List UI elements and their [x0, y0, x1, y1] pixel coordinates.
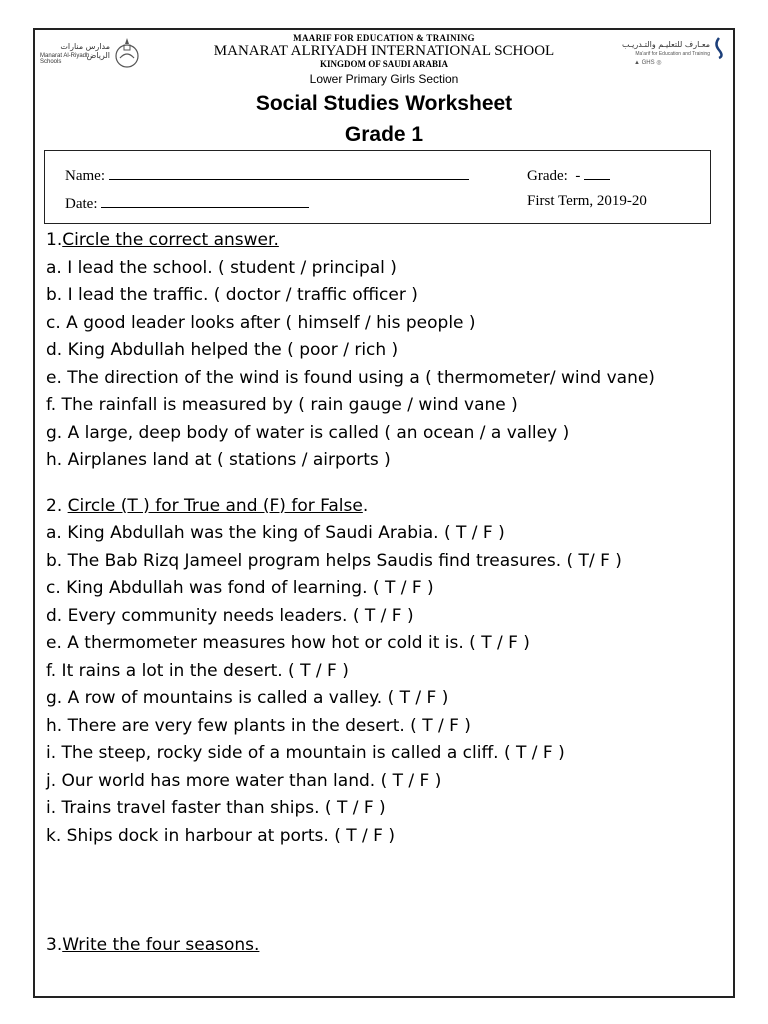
section2-number: 2.	[46, 495, 68, 516]
tf-item: f. It rains a lot in the desert. ( T / F )	[46, 660, 349, 681]
question-item: a. I lead the school. ( student / principal )	[46, 257, 397, 278]
question-item: h. Airplanes land at ( stations / airports )	[46, 450, 391, 470]
date-field[interactable]	[101, 193, 309, 208]
student-info-box	[44, 150, 711, 224]
name-field[interactable]	[109, 165, 469, 180]
globe-icon: ◎	[656, 60, 662, 66]
section1-title: Circle the correct answer.	[62, 230, 279, 250]
name-row	[65, 165, 469, 185]
grade-row	[527, 165, 610, 185]
org-line: MAARIF FOR EDUCATION & TRAINING	[293, 33, 475, 43]
tf-item: d. Every community needs leaders. ( T / F )	[46, 605, 414, 626]
tf-item: e. A thermometer measures how hot or cold it is. ( T / F )	[46, 633, 530, 653]
section3-heading	[46, 932, 726, 960]
tf-item: j. Our world has more water than land. ( T / F )	[46, 770, 442, 791]
grade-value: -	[575, 168, 581, 184]
section-line: Lower Primary Girls Section	[309, 72, 459, 86]
logo-left-arabic: مدارس منارات الرياض	[60, 42, 110, 60]
section3-title: Write the four seasons.	[62, 935, 260, 955]
spacer	[46, 850, 726, 932]
question-item: d. King Abdullah helped the ( poor / rich )	[46, 340, 399, 360]
question-item: b. I lead the traffic. ( doctor / traffic officer )	[46, 285, 418, 305]
question-item: c. A good leader looks after ( himself / his people )	[46, 312, 476, 333]
tf-item: i. The steep, rocky side of a mountain is called a cliff. ( T / F )	[46, 743, 565, 763]
tf-item: b. The Bab Rizq Jameel program helps Saudis find treasures. ( T/ F )	[46, 550, 622, 571]
country-line: KINGDOM OF SAUDI ARABIA	[320, 59, 448, 69]
section2-title: Circle (T ) for True and (F) for False	[67, 495, 363, 516]
worksheet-content	[46, 227, 726, 960]
spacer	[46, 475, 726, 493]
grade-title: Grade 1	[344, 123, 424, 146]
name-label: Name:	[65, 168, 105, 184]
tf-item: g. A row of mountains is called a valley. ( T / F )	[46, 688, 449, 708]
section3-number: 3.	[46, 935, 63, 955]
question-item: g. A large, deep body of water is called ( an ocean / a valley )	[46, 422, 570, 443]
section1-number: 1.	[46, 230, 63, 250]
tf-item: a. King Abdullah was the king of Saudi Arabia. ( T / F )	[46, 523, 505, 543]
logo-right-arabic: معـارف للتعليـم والتـدريـب	[621, 40, 710, 49]
grade-field[interactable]	[584, 165, 610, 180]
date-label: Date:	[65, 196, 98, 212]
tf-item: k. Ships dock in harbour at ports. ( T / F )	[46, 825, 395, 846]
question-item: f. The rainfall is measured by ( rain gauge / wind vane )	[46, 395, 518, 415]
school-name: MANARAT ALRIYADH INTERNATIONAL SCHOOL	[213, 43, 555, 59]
ghs-badge: GHS	[641, 60, 655, 66]
worksheet-title: Social Studies Worksheet	[255, 92, 513, 115]
term-label: First Term, 2019-20	[527, 193, 647, 209]
tf-item: c. King Abdullah was fond of learning. ( T / F )	[46, 578, 434, 598]
section2-period: .	[362, 495, 369, 516]
section2-heading	[46, 493, 726, 521]
tf-item: h. There are very few plants in the desert. ( T / F )	[46, 715, 471, 736]
section1-heading	[46, 227, 726, 255]
grade-label: Grade:	[527, 168, 568, 184]
tf-item: i. Trains travel faster than ships. ( T / F )	[46, 798, 386, 818]
question-item: e. The direction of the wind is found using a ( thermometer/ wind vane)	[46, 367, 655, 388]
badge-icon: ▲	[634, 60, 640, 66]
logo-right-subtitle: Ma'arif for Education and Training	[635, 51, 710, 57]
date-row	[65, 193, 309, 213]
logo-left-english: Manarat Al-Riyadh Schools	[40, 53, 90, 65]
